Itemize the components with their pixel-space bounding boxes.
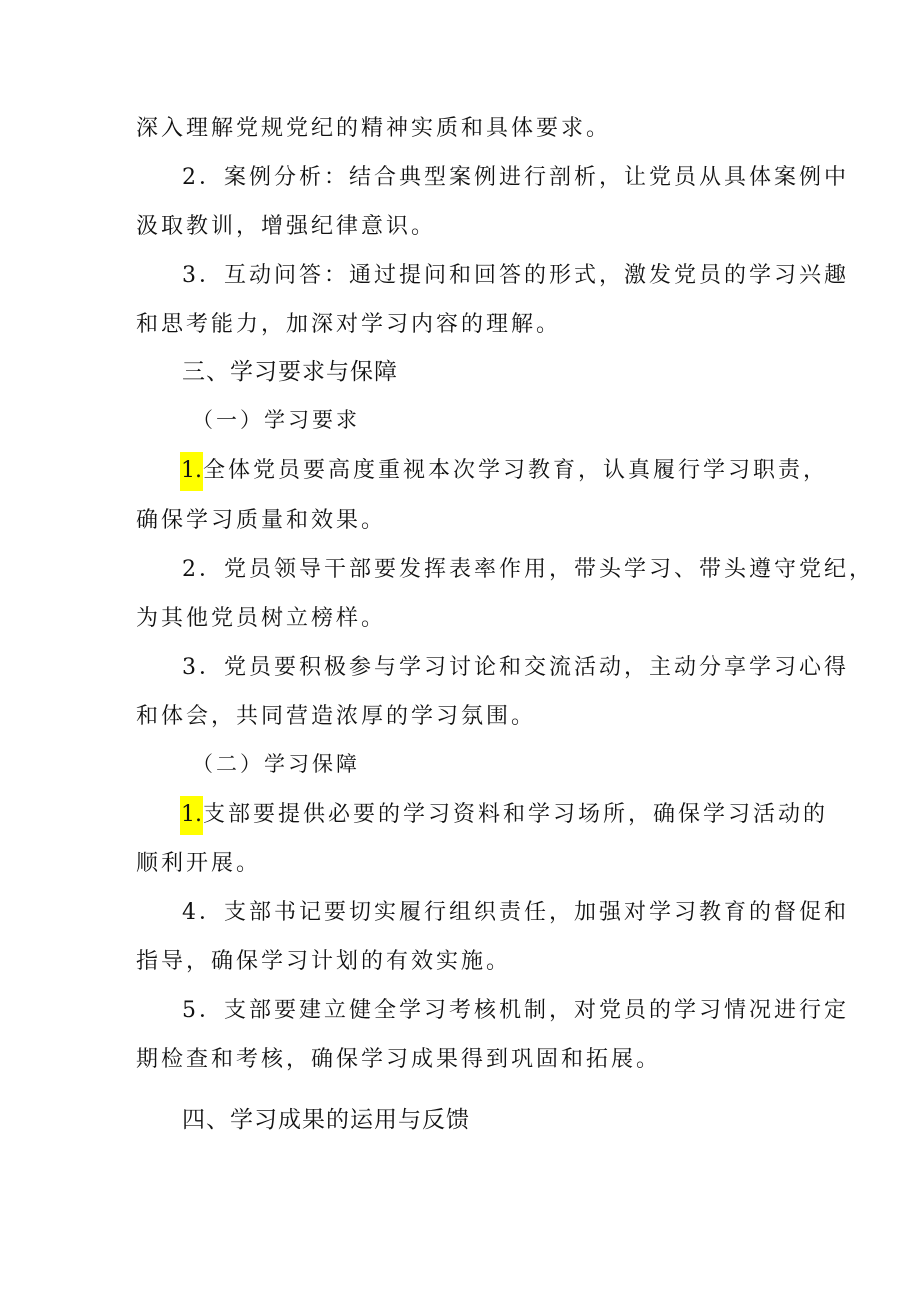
highlighted-line — [180, 456, 828, 486]
body-line: 4．支部书记要切实履行组织责任，加强对学习教育的督促和 — [182, 900, 849, 925]
section-heading: 三、学习要求与保障 — [182, 359, 398, 385]
body-line: 指导，确保学习计划的有效实施。 — [136, 949, 512, 974]
body-line: 3．党员要积极参与学习讨论和交流活动，主动分享学习心得 — [182, 655, 849, 680]
body-line: 和体会，共同营造浓厚的学习氛围。 — [136, 704, 537, 729]
body-line: 确保学习质量和效果。 — [136, 508, 387, 533]
body-line: 深入理解党规党纪的精神实质和具体要求。 — [136, 116, 612, 141]
highlighted-marker: 1. — [180, 452, 203, 491]
body-line: 和思考能力，加深对学习内容的理解。 — [136, 312, 562, 337]
body-line: 2．党员领导干部要发挥表率作用，带头学习、带头遵守党纪， — [182, 557, 874, 582]
subsection-heading: （二）学习保障 — [192, 752, 360, 776]
subsection-heading: （一）学习要求 — [192, 408, 360, 432]
body-line: 3．互动问答：通过提问和回答的形式，激发党员的学习兴趣 — [182, 263, 849, 288]
highlighted-marker: 1. — [180, 796, 203, 835]
body-line: 顺利开展。 — [136, 851, 262, 876]
body-line: 为其他党员树立榜样。 — [136, 606, 387, 631]
body-line: 期检查和考核，确保学习成果得到巩固和拓展。 — [136, 1047, 662, 1072]
body-line: 汲取教训，增强纪律意识。 — [136, 214, 437, 239]
highlighted-line-text: 全体党员要高度重视本次学习教育，认真履行学习职责， — [203, 458, 829, 483]
highlighted-line — [180, 800, 828, 830]
body-line: 5．支部要建立健全学习考核机制，对党员的学习情况进行定 — [182, 998, 849, 1023]
highlighted-line-text: 支部要提供必要的学习资料和学习场所，确保学习活动的 — [203, 802, 829, 827]
section-heading: 四、学习成果的运用与反馈 — [182, 1107, 470, 1133]
body-line: 2．案例分析：结合典型案例进行剖析，让党员从具体案例中 — [182, 165, 849, 190]
